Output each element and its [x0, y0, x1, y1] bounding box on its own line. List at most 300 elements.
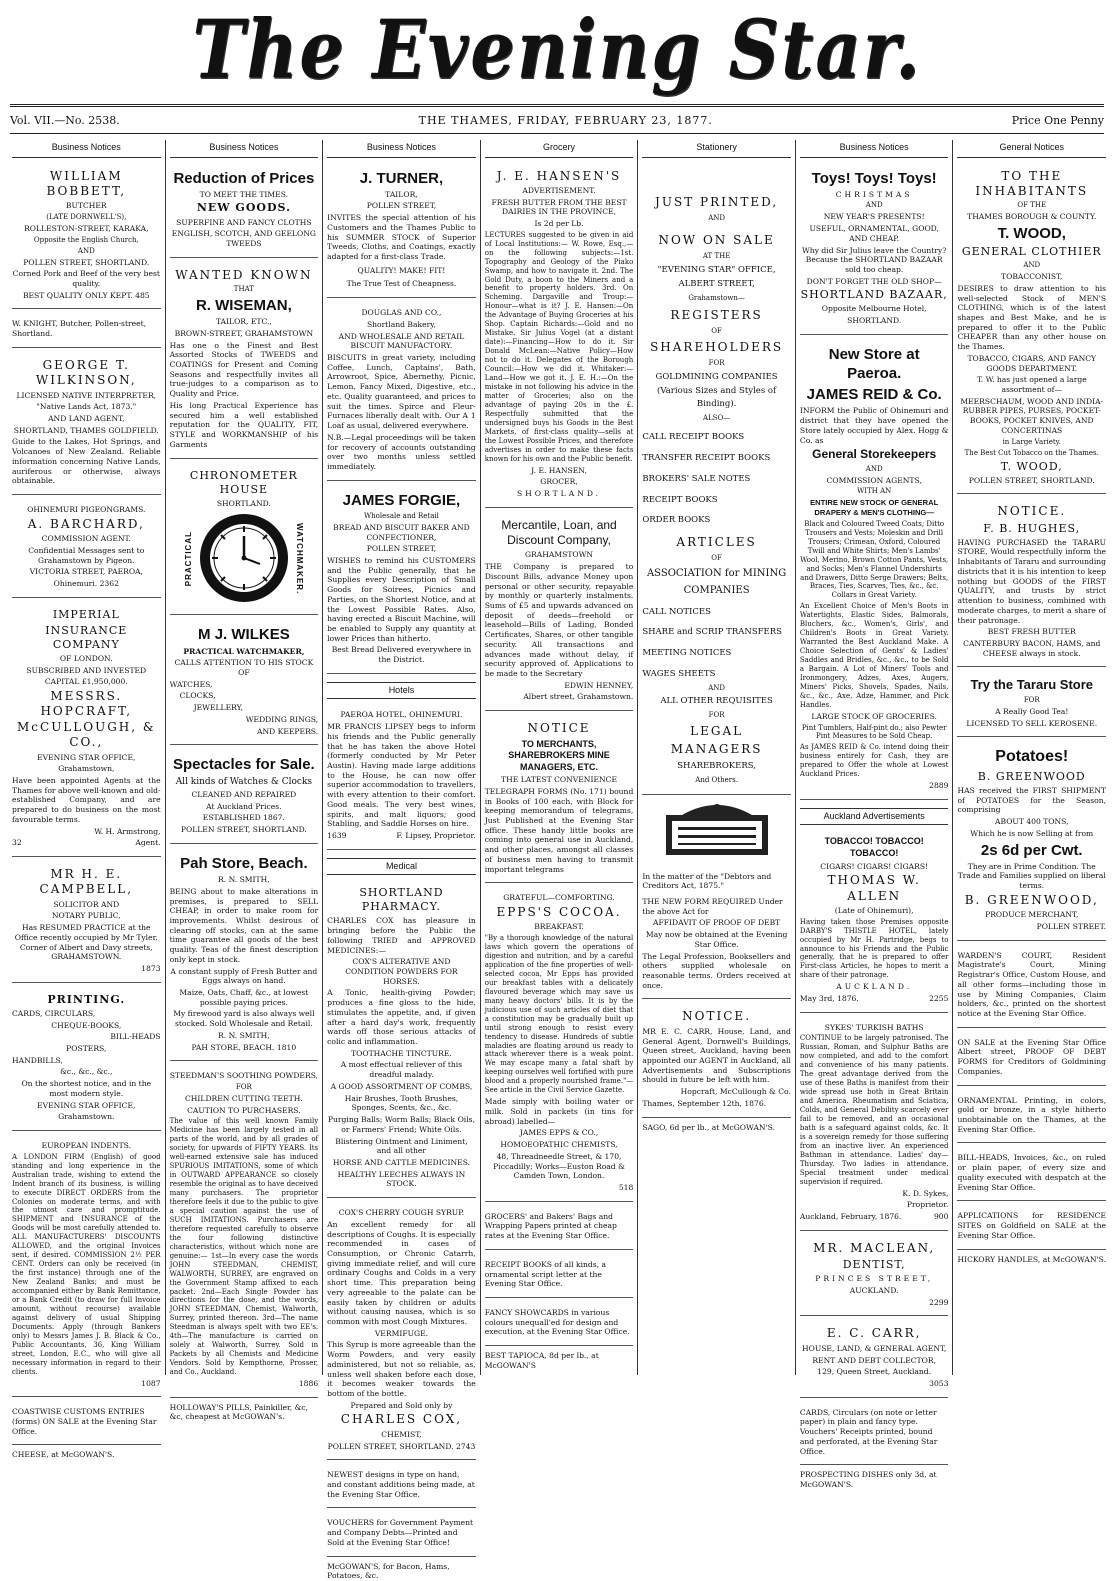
ad-spectacles: [170, 750, 319, 844]
ad-line: (Various Sizes and Styles of Binding).: [657, 386, 777, 410]
ad-chronometer-house: [170, 464, 319, 616]
ad-line: WEDDING RINGS,: [245, 714, 319, 724]
ad-title: EPPS'S COCOA.: [496, 905, 622, 919]
ad-line: AND WHOLESALE AND RETAIL BISCUIT MANUFACTORY.: [338, 331, 465, 351]
ad-line: POLLEN STREET, SHORTLAND.: [968, 475, 1095, 485]
ad-body: FANCY SHOWCARDS in various colours unequall'ed for design and execution, at the Evening Star Office.: [484, 1308, 630, 1337]
ad-line: BREAKFAST.: [534, 922, 584, 932]
ad-line: The Best Cut Tobacco on the Thames.: [964, 448, 1099, 457]
ad-shortland-pharmacy: [327, 881, 476, 1198]
ad-douglas: [327, 303, 476, 481]
ad-line: ABOUT 400 TONS,: [995, 817, 1069, 827]
ad-title: J. TURNER,: [359, 169, 444, 187]
ad-line: MAKE!: [399, 265, 427, 275]
ad-title: E. C. CARR,: [826, 1326, 922, 1341]
ad-line: Auckland, February, 1876.: [799, 1212, 902, 1222]
ad-line: QUALITY!: [357, 265, 397, 275]
column-7: [952, 140, 1110, 1375]
ad-body: CANTERBURY BACON, HAMS, and CHEESE always in stock.: [963, 638, 1101, 658]
column-4: [480, 140, 638, 1375]
ad-potatoes: [957, 742, 1106, 940]
ad-pah-store: [170, 849, 319, 1061]
ad-line: VERMIFUGE.: [374, 1328, 429, 1338]
ad-body: THE Company is prepared to Discount Bills, advance Money upon personal or other security, repayable by monthly or quarterly instalments. Sums of £5 and upwards advanced on deposit of deeds—freehold or leasehold—Bills of Lading, Bonded Certificates, Shares, or other tangible security. All transactions and advances made without delay, if security approved of. Applications to be made to the Secretary: [484, 562, 634, 679]
ad-body: THE NEW FORM REQUIRED Under the above Act for: [642, 896, 783, 916]
ad-line: Wholesale and Retail: [363, 511, 439, 520]
column-heading: Stationery: [642, 140, 791, 158]
ad-line: POLLEN STREET,: [366, 544, 437, 554]
ad-european-indents: [12, 1136, 161, 1397]
ad-line: EVENING STAR OFFICE,: [37, 752, 136, 762]
ad-body: BEING about to make alterations in premises, is prepared to SELL CHEAP, in order to make room for improvements. Whilst desirous of clearing off stocks, can at the same time guarantee all goods of the best quality. Teas of the finest description only kept in stock.: [169, 886, 319, 964]
ad-number: 1810: [276, 1042, 297, 1052]
ad-line: AND LAND AGENT,: [48, 414, 125, 423]
ad-body: WISHES to remind his CUSTOMERS and the Public generally, that he Supplies every Description of Small Goods for Soirees, Picnics and Parties, on the Shortest Notice, and at the Lowest Possible Rates. Also, having erected a Biscuit Machine, will be enabled to Supply any quantity at lower Prices than hitherto.: [327, 555, 476, 643]
ad-title: TOBACCO! TOBACCO! TOBACCO!: [824, 836, 924, 858]
column-heading: Business Notices: [170, 140, 319, 158]
ad-body: His long Practical Experience has secured him a well established reputation for the QUALITY, FIT, STYLE and WORKMANSHIP of his Garments: [169, 400, 319, 449]
ad-body: A constant supply of Fresh Butter and Eggs always on hand.: [170, 966, 318, 986]
volume-number: Vol. VII.—No. 2538.: [10, 113, 120, 127]
ad-line: AFFIDAVIT OF PROOF OF DEBT: [652, 918, 781, 928]
ad-line: HEALTHY LEECHES ALWAYS IN STOCK.: [337, 1169, 466, 1189]
ad-receipt-books: [485, 1255, 634, 1298]
ad-line: CAPITAL £1,950,000.: [44, 677, 128, 687]
ad-line: Albert street, Grahamstown.: [523, 692, 634, 702]
ad-body: Maize, Oats, Chaff, &c., at lowest possible paying prices.: [179, 987, 309, 1007]
ad-signature: F. Lipsey, Proprietor.: [396, 831, 476, 841]
ad-title: WANTED KNOWN: [175, 267, 313, 282]
ad-body: An Excellent Choice of Men's Boots in Watertights, Elastic Sides, Balmorals, Bluchers, &c., Women's, Girls', and Children's Boots in Great Variety. Warranted the Best Auckland Make. A Choice Selection of Gents' & Ladies' Saddles and Bridles, &c., &c., to be Sold a Bargain. A Lot of Miners' Tools and Ironmongery, Adzes, Axes, Augers, Miners' Picks, Shovels, Spades, Nails, &c., &c., Axe, Adze, Hammer, and Pick Handles.: [799, 602, 949, 709]
ad-holloway: [170, 1403, 319, 1422]
ad-signature: K. D. Sykes,: [902, 1188, 949, 1198]
ad-line: SHORTLAND, THAMES GOLDFIELD.: [13, 425, 159, 435]
ad-pigeongrams: [12, 500, 161, 598]
ad-wardens-court: [957, 946, 1106, 1028]
stamp-illustration: [642, 801, 791, 861]
ad-number: 485: [135, 290, 150, 300]
ad-line: And Others.: [695, 776, 738, 785]
ad-line: JEWELLERY,: [193, 703, 244, 713]
ornamental-stamp-icon: [662, 801, 772, 861]
ad-line: PRACTICAL WATCHMAKER,: [183, 646, 305, 656]
ad-line: GENERAL CLOTHIER: [961, 245, 1102, 259]
ad-line: CARDS, CIRCULARS,: [12, 1008, 96, 1018]
ad-line: CALL RECEIPT BOOKS: [642, 432, 745, 443]
ad-title: Spectacles for Sale.: [172, 756, 315, 774]
ad-body: N.B.—Legal proceedings will be taken for recovery of accounts outstanding over two months unless settled immediately.: [327, 432, 476, 471]
ad-tapioca: [485, 1351, 634, 1370]
ad-body: The value of this well known Family Medicine has been largely tested in all parts of the world, and by all grades of society, for upwards of FIFTY YEARS. Its well-earned extensive sale has induced SPURIOUS IMITATIONS, some of which in OUTWARD APPEARANCE so closely resemble the original as to have deceived many purchasers. The proprietor therefore feels it due to the public to give a special caution against the use of SUCH IMITATIONS. Purchasers are therefore requested carefully to observe the four following distinctive characteristics, without which none are genuine:— 1st—In every case the words JOHN STEEDMAN, CHEMIST, WALWORTH, SURREY, are engraved on the Government Stamp affixed to each packet. 2nd—Each Single Powder has directions for the dose, and the words, JOHN STEEDMAN, Chemist, Walworth, Surrey, printed thereon. 3rd—The name Steedman is always spelt with two EE's. 4th—The manufacture is carried on solely at Walworth, Surrey. Sold in Packets by all Chemists and Medicine Vendors. Sold by Kempthorne, Prosser, and Co., Auckland.: [169, 1117, 319, 1377]
ad-body: CHEESE, at McGOWAN'S.: [12, 1450, 115, 1460]
ad-line: AND: [865, 201, 883, 210]
ad-line: OF THE: [1017, 201, 1047, 210]
ad-hughes-tararu: [957, 499, 1106, 667]
ad-line: BEST FRESH BUTTER: [987, 627, 1076, 637]
ad-body: Having taken those Premises opposite DARBY'S THISTLE HOTEL, lately occupied by Mr H. Partridge, begs to announce to his Friends and the Public generally, that he is prepared to offer First-class Articles, he hopes to merit a share of their patronage.: [799, 917, 949, 980]
ad-title: SHORTLAND PHARMACY.: [359, 886, 444, 914]
ad-wilkinson: [12, 353, 161, 495]
ad-line: Which he is now Selling at from: [970, 828, 1094, 838]
ad-line: Opposite the English Church,: [33, 235, 139, 244]
ad-line: CHRISTMAS: [835, 189, 913, 199]
ad-title: NOTICE.: [997, 504, 1067, 519]
ad-line: "EVENING STAR" OFFICE,: [657, 264, 776, 275]
ad-body: W. KNIGHT, Butcher, Pollen-street, Shortland.: [12, 319, 147, 339]
ad-body: USEFUL, ORNAMENTAL, GOOD, AND CHEAP.: [809, 224, 939, 243]
ad-body: HAS received the FIRST SHIPMENT of POTATOES for the Season, comprising: [957, 785, 1107, 815]
ad-line: DENTIST,: [842, 1258, 906, 1272]
ad-line: AND: [708, 683, 725, 692]
ad-line: ENGLISH, SCOTCH, AND GEELONG TWEEDS: [171, 229, 316, 248]
ad-body: BEST TAPIOCA, 8d per lb., at McGOWAN'S: [484, 1351, 599, 1370]
ad-title: STEEDMAN'S SOOTHING POWDERS,: [169, 1071, 319, 1081]
ad-number: 518: [618, 1182, 634, 1192]
ad-line: PAH STORE, BEACH.: [191, 1042, 275, 1052]
ad-title: J. E. HANSEN'S: [496, 168, 622, 183]
ad-body: INVITES the special attention of his Customers and the Thames Public to his SUMMER STOCK of Superior Tweeds, Cloths, and Coatings, exactly adapted for a first-class Trade.: [327, 213, 476, 262]
ad-line: POLLEN STREET, SHORTLAND.: [180, 825, 307, 835]
ad-title: F. B. HUGHES,: [983, 521, 1081, 535]
ad-title: CHARLES COX,: [340, 1412, 463, 1427]
ad-title: MESSRS. HOPCRAFT, McCULLOUGH, & CO.,: [17, 689, 156, 750]
ad-cards-circulars: [800, 1403, 949, 1466]
ad-line: Agent.: [135, 838, 161, 848]
ad-line: FOR: [708, 359, 725, 368]
ad-proof-of-debt: [957, 1033, 1106, 1086]
ad-line: OF LONDON.: [59, 653, 113, 663]
ad-title: NOW ON SALE: [658, 233, 775, 248]
ad-line: Opposite Melbourne Hotel,: [821, 304, 927, 314]
ad-line: AND: [1023, 261, 1041, 270]
ad-line: ALSO—: [702, 413, 731, 422]
ad-title: PAEROA HOTEL, OHINEMURI.: [340, 710, 463, 720]
ad-bobbett: [12, 164, 161, 310]
ad-line: SOLICITOR AND: [53, 899, 120, 909]
ad-line: Ohinemuri.: [53, 578, 98, 588]
ad-body: "By a thorough knowledge of the natural laws which govern the operations of digestion and nutrition, and by a careful application of the fine properties of well-selected cocoa, Mr Epps has provided our breakfast tables with a delicately flavoured beverage which may save us many heavy doctors' bills. It is by the judicious use of such articles of diet that a constitution may be gradually built up until strong enough to resist every tendency to disease. Hundreds of subtle maladies are floating around us ready to attack wherever there is a weak point. We may escape many a fatal shaft by keeping ourselves well fortified with pure blood and a properly nourished frame."—See article in the Civil Service Gazette.: [484, 934, 634, 1095]
ad-signature: R. N. SMITH,: [218, 1030, 270, 1040]
ad-line: Grahamstown—: [688, 294, 745, 303]
ad-body: Blistering Ointment and Liniment, and all other: [335, 1136, 468, 1156]
ad-line: WAGES SHEETS: [642, 668, 716, 679]
ad-number: 2299: [929, 1297, 949, 1307]
columns: [8, 140, 1110, 1581]
ad-notice-carr: [642, 1004, 791, 1117]
ad-body: SAGO, 6d per lb., at McGOWAN'S.: [642, 1122, 776, 1132]
ad-epps-cocoa: [485, 888, 634, 1201]
ad-title: Try the Tararu Store: [970, 677, 1094, 693]
ad-title: GEORGE T. WILKINSON,: [35, 357, 137, 388]
ad-title: CHRONOMETER HOUSE: [189, 468, 298, 496]
ad-body: An excellent remedy for all descriptions of Coughs. It is especially recommended in cases of Consumption, or Chronic Catarrh, giving immediate relief, and will cure ordinary Coughs and Colds in a very short time. This preparation being very agreeable to the palate can be easily taken by children or adults without causing nausea, which is so common with most Cough Mixtures.: [327, 1219, 476, 1326]
ad-body: VOUCHERS for Government Payment and Company Debts—Printed and Sold at the Evening Star Office!: [327, 1518, 474, 1547]
ad-line: (LATE DORNWELL'S),: [46, 212, 127, 221]
ad-grocers-bags: [485, 1207, 634, 1250]
ad-line: ORDER BOOKS: [642, 515, 711, 526]
ad-line: POLLEN STREET.: [1036, 921, 1107, 931]
ad-body: Pint Tumblers, Half-pint do.; also Pewter Pint Measures to be Sold Cheap.: [801, 723, 947, 741]
ad-line: A GOOD ASSORTMENT OF COMBS,: [330, 1081, 473, 1091]
column-heading: Business Notices: [800, 140, 949, 158]
ad-line: 129, Queen Street, Auckland.: [817, 1367, 932, 1377]
ad-allen-tobacco: [800, 831, 949, 1012]
ad-body: CALLS ATTENTION TO HIS STOCK OF: [174, 658, 314, 677]
ad-body: CARDS, Circulars (on note or letter paper) in plain and fancy type. Vouchers' Receipts printed, bound and perforated, at the Evening Star Office.: [799, 1407, 938, 1456]
ad-cox-cough-syrup: [327, 1203, 476, 1460]
ad-line: WATCHMAKER.: [295, 522, 305, 595]
ad-title: EUROPEAN INDENTS.: [41, 1141, 131, 1151]
ad-line: "Native Lands Act, 1873.": [36, 402, 137, 412]
ad-title: COX'S CHERRY COUGH SYRUP.: [338, 1208, 465, 1218]
ad-line: ALBERT STREET,: [678, 279, 755, 290]
ad-steedman: [170, 1066, 319, 1397]
ad-body: DESIRES to draw attention to his well-selected Stock of MEN'S CLOTHING, which is of the latest shapes and Best Make, and he is prepared to offer it to the Public CHEAPER than any other house on the Thames.: [957, 283, 1107, 352]
ad-line: COX'S ALTERATIVE AND CONDITION POWDERS FOR HORSES.: [345, 957, 458, 986]
ad-line: COMPANIES: [683, 584, 750, 596]
ad-line: Grahamstown,: [58, 764, 115, 774]
ad-carr-agent: [800, 1321, 949, 1397]
ad-line: GRATEFUL—COMFORTING.: [503, 893, 615, 903]
ad-title: MR H. E. CAMPBELL,: [39, 867, 134, 897]
ad-line: RENT AND DEBT COLLECTOR,: [812, 1355, 936, 1365]
ad-line: BILL-HEADS: [110, 1032, 161, 1042]
ad-line: Prepared and Sold only by: [350, 1400, 453, 1410]
ad-line: SUPERFINE AND FANCY CLOTHS: [176, 217, 312, 227]
ad-line: THE LATEST CONVENIENCE: [501, 775, 617, 785]
ad-number: 2743: [455, 1441, 476, 1451]
ad-body: GROCERS' and Bakers' Bags and Wrapping Papers printed at cheap rates at the Evening Star Office.: [484, 1211, 617, 1241]
ad-line: SHARE and SCRIP TRANSFERS: [642, 627, 782, 638]
ad-line: POLLEN STREET, SHORTLAND.: [23, 257, 150, 267]
ad-line: Shortland Bakery,: [366, 319, 436, 329]
ad-tararu-store: [957, 672, 1106, 737]
ad-line: ESTABLISHED 1867.: [202, 813, 285, 823]
ad-title: Pah Store, Beach.: [180, 854, 308, 872]
ad-body: HOLLOWAY'S PILLS, Painkiller, &c, &c, cheapest at McGOWAN's.: [169, 1402, 309, 1422]
ad-body: CHARLES COX has pleasure in bringing before the Public the following TRIED and APPROVED MEDICINES:—: [327, 916, 476, 955]
ad-title: New Store at Paeroa.: [828, 345, 920, 383]
ad-wiseman: [170, 263, 319, 459]
ad-line: WATCHES,: [169, 679, 213, 689]
ad-line: OF: [711, 554, 722, 563]
ad-line: All kinds of Watches & Clocks: [175, 776, 313, 787]
section-heading: Medical: [327, 858, 476, 876]
ad-title: SHORTLAND BAZAAR,: [800, 288, 948, 302]
ad-line: ALL OTHER REQUISITES: [660, 696, 773, 707]
ad-line: CLOCKS,: [179, 691, 216, 701]
ad-line: CHEQUE-BOOKS,: [51, 1020, 122, 1030]
ad-line: POSTERS,: [66, 1043, 107, 1053]
ad-body: WARDEN'S COURT, Resident Magistrate's Court, Mining Registrar's Office, Custom House, and all other forms—including those in use by Mining Companies, Claim holders, &c., printed on the shortest notice at the Evening Star Office.: [957, 950, 1107, 1018]
ad-line: WITH AN: [857, 487, 892, 496]
ad-line: GROCER,: [540, 477, 578, 487]
ad-line: COMMISSION AGENT.: [41, 534, 131, 544]
ad-number: 2255: [929, 994, 949, 1004]
ad-body: ON SALE at the Evening Star Office Albert street, PROOF OF DEBT FORMS for Creditors of Goldmining Companies.: [957, 1037, 1107, 1076]
ad-debtors-act: [642, 867, 791, 1000]
ad-body: Guide to the Lakes, Hot Springs, and Volcanoes of New Zealand. Reliable information concerning Native Lands, auriferous or otherwise, always obtainable.: [12, 437, 161, 486]
clock-illustration: [170, 512, 319, 604]
ad-title: DOUGLAS AND CO.,: [361, 308, 442, 318]
ad-body: Made simply with boiling water or milk. Sold in packets (in tins for abroad) labelled—: [484, 1097, 634, 1126]
ad-title: REGISTERS: [670, 307, 763, 322]
ad-title: Potatoes!: [995, 748, 1069, 766]
ad-line: EVENING STAR OFFICE,: [37, 1100, 136, 1110]
ad-line: The True Test of Cheapness.: [346, 279, 457, 289]
ad-body: McGOWAN'S, for Bacon, Hams, Potatoes, &c.: [327, 1561, 450, 1581]
ad-body: Best Bread Delivered everywhere in the District.: [331, 645, 472, 665]
ad-vouchers: [327, 1513, 476, 1556]
ad-number: 1639: [327, 831, 347, 841]
ad-signature: T. WOOD,: [1000, 459, 1063, 473]
ad-body: Has one o the Finest and Best Assorted Stocks of TWEEDS and COATINGS for Present and Coming Seasons and respectfully invites all true-judges to a comparison as to Quality and Price.: [169, 340, 319, 399]
ad-body: Confidential Messages sent to Grahamstown by Pigeon.: [28, 545, 145, 565]
ad-title: INSURANCE COMPANY: [45, 623, 128, 651]
ad-body: My firewood yard is also always well stocked. Sold Wholesale and Retail.: [173, 1009, 315, 1029]
ad-line: TAILOR, ETC.,: [215, 317, 272, 327]
ad-printing: [12, 988, 161, 1131]
ad-line: R. N. SMITH,: [218, 875, 270, 885]
ad-title: Mercantile, Loan, and Discount Company,: [501, 517, 617, 548]
ad-title: R. WISEMAN,: [195, 296, 292, 314]
price: Price One Penny: [1011, 113, 1104, 127]
ad-body: In the matter of the "Debtors and Creditors Act, 1875.": [642, 871, 772, 891]
ad-number: 1886: [298, 1379, 319, 1389]
dateline: [10, 104, 1104, 134]
ad-paeroa-hotel: [327, 705, 476, 849]
ad-line: AT THE: [702, 252, 731, 261]
ad-title: B. GREENWOOD: [977, 769, 1086, 783]
ad-signature: J. E. HANSEN,: [531, 465, 587, 475]
ad-line: TOBACCONIST,: [1001, 272, 1063, 282]
ad-body: LECTURES suggested to be given in aid of Local Institutions:— W. Rowe, Esq.,—on the following subjects:—1st. Topography and Geology of the Piako Swamp, and how to navigate it. 2nd. The Gold Duty, a boon to the Miners and a benefit to property holders. 3rd. On Scheming. Dargaville and Troup:—Honour—what is it? J. E. Hansen:—On the Advantage of Buying Groceries at his Shop. Captain Richards:—Gold and no Mistake. Sir Julius Vogel (at a distant date):—Financing—How to do it. Sir Donald McLean:—Native Policy—How not to do it. Delegates of the Borough Council:—How we did it. Whitaker:—Land—How we got it. J. E. H.:—On the mistake in not following his advice in the matter of Groceries; also on the advantage of paying 20s in the £. Respectfully submitted that the undersigned buys his Goods in the Best Markets, of first-class quality—sells at the Lowest Possible Prices, and therefore advertises in order to make these facts known for his own and the Public benefit.: [484, 230, 634, 463]
section-heading: Hotels: [327, 682, 476, 700]
ad-title: 2s 6d per Cwt.: [980, 841, 1083, 859]
ad-line: VICTORIA STREET, PAEROA,: [29, 567, 143, 577]
ad-line: CHEMIST,: [381, 1429, 422, 1439]
ad-number: 1873: [141, 964, 161, 974]
ad-toys: [800, 164, 949, 335]
ad-line: SHORTLAND.: [847, 316, 902, 326]
ad-signature: EDWIN HENNEY,: [564, 680, 634, 690]
ad-body: PROSPECTING DISHES only 3d, at McGOWAN'S.: [799, 1470, 937, 1489]
ad-title: NEW GOODS.: [196, 201, 291, 215]
ad-line: HOUSE, LAND, & GENERAL AGENT,: [801, 1343, 947, 1353]
ad-line: POLLEN STREET, SHORTLAND.: [327, 1441, 454, 1451]
ad-line: COMMISSION AGENTS,: [826, 475, 922, 485]
ad-reduction-prices: [170, 164, 319, 258]
ad-line: BROWN-STREET, GRAHAMSTOWN: [174, 328, 314, 338]
ad-line: POLLEN STREET,: [366, 201, 437, 211]
ad-line: CLEANED AND REPAIRED: [191, 790, 297, 800]
ad-line: NOTARY PUBLIC,: [51, 911, 121, 921]
ad-number: 3053: [929, 1378, 949, 1388]
masthead: [0, 0, 1114, 98]
ad-title: THOMAS W. ALLEN: [827, 873, 921, 903]
ad-body: On the shortest notice, and in the most modern style.: [21, 1079, 152, 1098]
ad-body: A LONDON FIRM (English) of good standing and long experience in the Australian trade, wishing to extend the Indent branch of its business, is willing to execute DIRECT ORDERS from the Colonies on moderate terms, and with the utmost care and promptitude. SHIPMENT and INSURANCE of the Goods will be most carefully attended to. ALL MANUFACTURERS' DISCOUNTS ALLOWED, and the original Invoices sent, if desired. COMMISSION 2½ PER CENT. Orders can only be received (in the first instance) through one of the New Zealand Banks; and must be accompanied either by Bank Remittance, or a Bank Credit (to draw for full Invoice amount, without recourse) available against delivery of usual Shipping Documents. Apply (through Bankers only) to Messrs James J. B. Black & Co., Public Accountants, 36, King William street, London, E.C., who will give all necessary information in regard to their clients.: [12, 1152, 161, 1376]
ad-line: THAT: [233, 285, 254, 294]
ad-body: As JAMES REID & Co. intend doing their business entirely for Cash, they are prepared to Offer the whole at Lowest Auckland Prices.: [799, 743, 949, 779]
column-1: [8, 140, 165, 1460]
ad-line: FOR: [235, 1083, 252, 1092]
ad-line: A Really Good Tea!: [995, 706, 1069, 716]
ad-cheese: [12, 1450, 161, 1460]
ad-bill-heads: [957, 1148, 1106, 1201]
ad-number: 900: [933, 1212, 949, 1222]
ad-line: FOR: [708, 710, 725, 719]
ad-line: NEW YEAR'S PRESENTS!: [823, 212, 925, 222]
ad-title: A. BARCHARD,: [27, 516, 145, 531]
ad-line: ASSOCIATION for MINING: [646, 567, 787, 579]
column-3: [322, 140, 480, 1581]
ad-line: SUBSCRIBED AND INVESTED: [26, 665, 147, 675]
ad-line: BEST QUALITY ONLY KEPT.: [22, 290, 133, 300]
ad-title: ARTICLES: [676, 535, 757, 550]
ad-line: TOBACCO, CIGARS, AND FANCY GOODS DEPARTMENT.: [967, 353, 1097, 373]
ad-body: FRESH BUTTER FROM THE BEST DAIRIES IN THE PROVINCE,: [491, 197, 627, 217]
ad-body: A most effectual reliever of this dreadful malady.: [340, 1060, 463, 1080]
ad-body: TELEGRAPH FORMS (No. 171) bound in Books of 100 each, with Block for keeping memorandum of telegrams, Just Published at the Evening Star office. These handy little books are coming into general use in Auckland, and other places, amongst all classes of business men having to transmit important telegrams: [484, 786, 634, 874]
ad-ornamental-printing: [957, 1091, 1106, 1144]
ad-title: TO THE INHABITANTS: [975, 168, 1089, 198]
ad-body: MR E. C. CARR, House, Land, and General Agent, Dornwell's Buildings, Queen street, Auckland, having been appointed our AGENT in Auckland, all Advertisements and Subscriptions should in future be left with him.: [642, 1026, 791, 1085]
ad-line: Thames, September 12th, 1876.: [642, 1098, 767, 1108]
ad-title: PRINTING.: [47, 992, 126, 1006]
ad-body: MR FRANCIS LIPSEY begs to inform his friends and the Public generally that he has taken the above Hotel (formerly conducted by Mr Peter Austin). Having made large additions to the House, he can now offer superior accommodation to travellers, with every attention to their comfort. Good meals. The very best wines, spirits, and malt liquors; good Stabling, and Saddle Horses on hire.: [327, 722, 476, 829]
ad-body: 48, Threadneedle Street, & 170, Piccadilly; Works—Euston Road & Camden Town, London.: [493, 1151, 625, 1181]
column-2: [165, 140, 323, 1422]
ad-line: FIT!: [428, 265, 446, 275]
ad-title: JUST PRINTED,: [655, 194, 779, 209]
ad-mcgowans-bacon: [327, 1562, 476, 1581]
ad-line: SHORTLAND.: [216, 498, 271, 508]
ad-line: AND: [865, 464, 883, 473]
ad-line: JAMES EPPS & CO.,: [519, 1128, 599, 1138]
ad-title: Toys! Toys! Toys!: [811, 169, 937, 187]
ad-hickory-handles: [957, 1255, 1106, 1265]
ad-body: NEWEST designs in type on hand, and constant additions being made, at the Evening Star Office.: [327, 1470, 475, 1499]
ad-line: Grahamstown.: [58, 1112, 115, 1122]
ad-body: Corned Pork and Beef of the very best quality.: [12, 269, 160, 288]
ad-title: T. WOOD,: [997, 224, 1066, 242]
ad-line: LICENSED TO SELL KEROSENE.: [966, 718, 1098, 728]
ad-body: CONTINUE to be largely patronised. The Russian, Roman, and Sulphur Baths are now completed, and add to the comfort and convenience of his many patients. The great advantage derived from the use of these Baths is manifest from their wide spread use both in Great Britain and America. Rheumatism and Sciatica, Colds, and General Debility scarcely ever fail to be removed, and an occasional bath is a safeguard against colds, &c. It is a sovereign remedy for those suffering from an inactive liver. An experienced Bathman in attendance. Ladies' day—Thursday. Two ladies in attendance. Special treatment under medical supervision if required.: [799, 1034, 949, 1186]
column-6: [795, 140, 953, 1489]
ad-title: NOTICE.: [682, 1009, 752, 1024]
ad-line: DON'T FORGET THE OLD SHOP—: [806, 276, 942, 286]
ad-line: TO MEET THE TIMES.: [199, 189, 289, 199]
ad-line: PRODUCE MERCHANT,: [985, 910, 1079, 920]
ad-fancy-showcards: [485, 1303, 634, 1346]
column-heading: Business Notices: [327, 140, 476, 158]
ad-line: Proprietor.: [906, 1200, 949, 1210]
ad-title: IMPERIAL: [52, 607, 120, 621]
quality-box: [327, 266, 476, 276]
ad-line: TOOTHACHE TINCTURE.: [351, 1048, 452, 1058]
ad-james-reid: [800, 340, 949, 800]
ad-line: RECEIPT BOOKS: [642, 494, 718, 505]
ad-body: Have been appointed Agents at the Thames for above well-known and old-established Company, and are prepared to do business on the most favourable terms.: [12, 775, 161, 824]
ad-line: CIGARS! CIGARS! CIGARS!: [820, 861, 929, 871]
ad-line: FOR: [1023, 696, 1040, 705]
ad-hansen: [485, 164, 634, 508]
ad-line: HOMOEOPATHIC CHEMISTS,: [500, 1140, 618, 1150]
ad-line: TRANSFER RECEIPT BOOKS: [642, 453, 771, 464]
column-heading: General Notices: [957, 140, 1106, 158]
ad-body: T. W. has just opened a large assortment of—: [976, 375, 1087, 395]
